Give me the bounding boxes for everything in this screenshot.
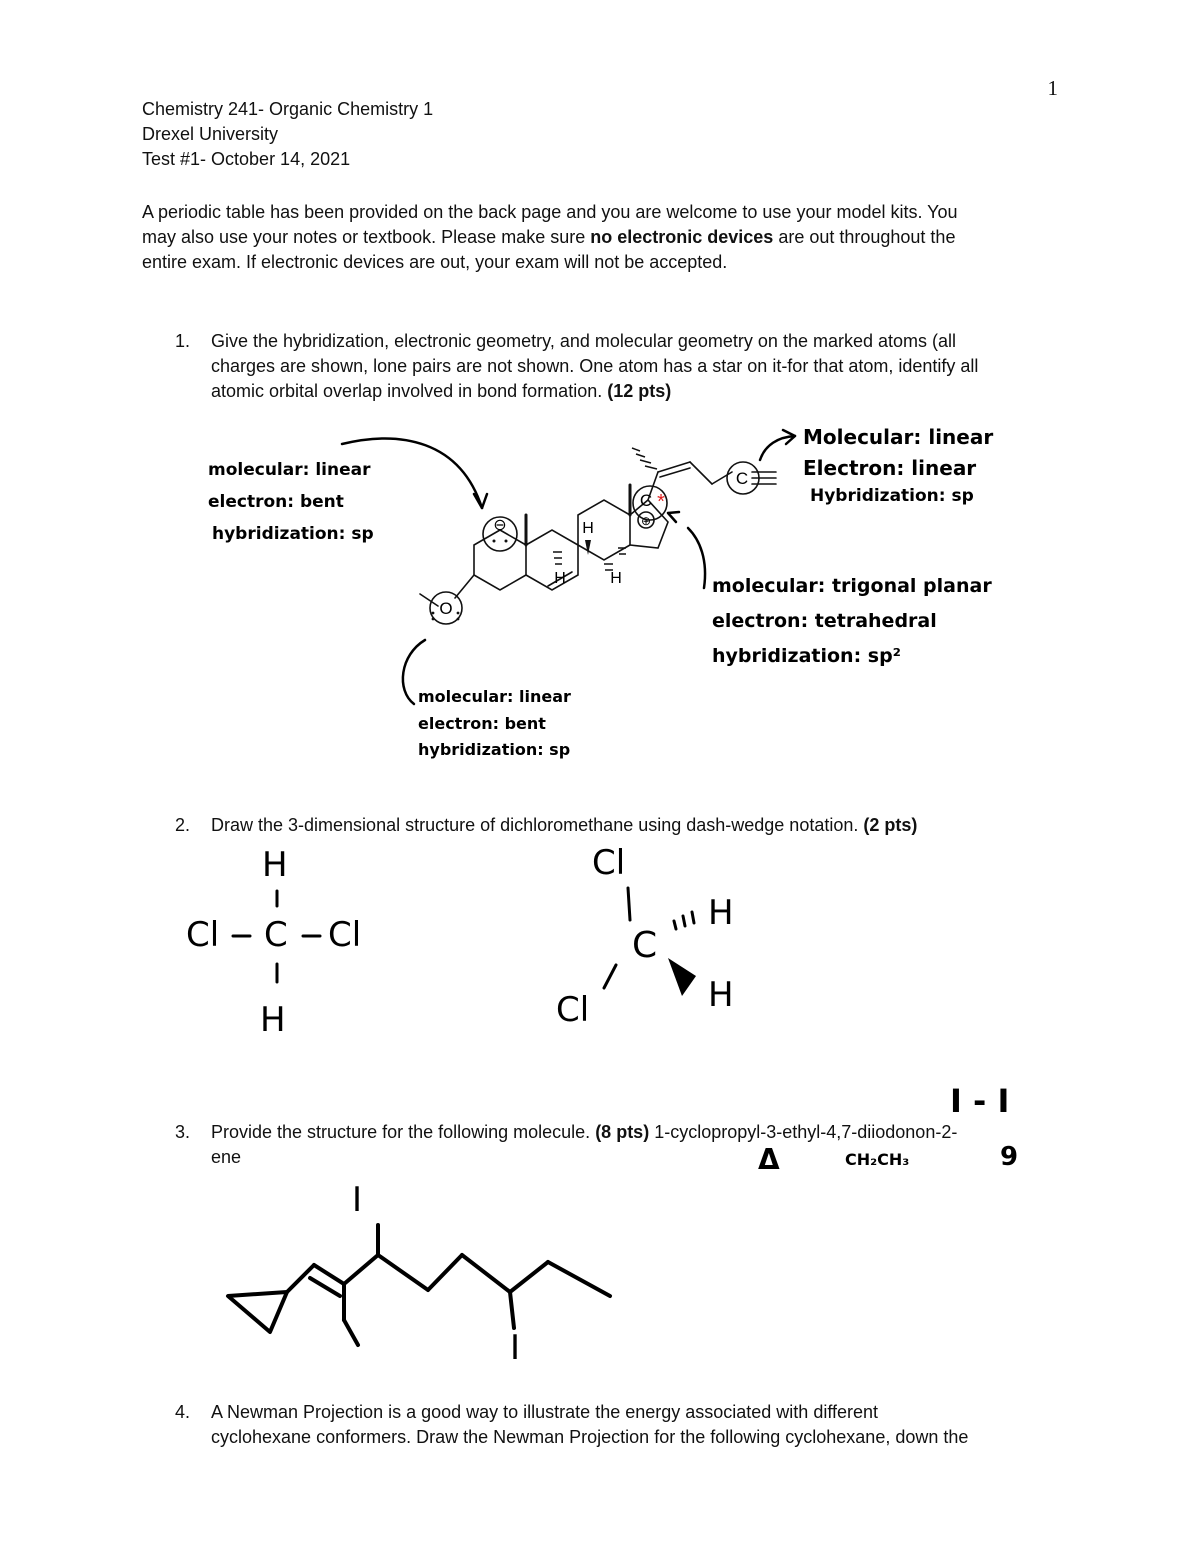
lewis-cl-left: Cl <box>186 915 220 955</box>
q4-number: 4. <box>175 1402 191 1422</box>
wedge-cl-top: Cl <box>592 843 626 883</box>
page-number: 1 <box>1047 76 1058 100</box>
instructions-text: are out throughout the <box>773 227 956 247</box>
test-date: Test #1- October 14, 2021 <box>142 149 351 169</box>
q1-number: 1. <box>175 331 191 351</box>
note-bottom-3: hybridization: sp <box>418 740 571 759</box>
q4-line-2: cyclohexane conformers. Draw the Newman Projection for the following cyclohexane, down the <box>211 1427 969 1447</box>
q2-points: (2 pts) <box>863 815 918 835</box>
note-left-2: electron: bent <box>208 492 344 512</box>
note-bottom-1: molecular: linear <box>418 687 571 706</box>
note-top-right-3: Hybridization: sp <box>810 486 974 506</box>
q1-points: (12 pts) <box>607 381 672 401</box>
q3-name-line-2: ene <box>211 1147 242 1167</box>
star-marker: * <box>657 491 665 513</box>
carbanion-charge: ⊖ <box>493 517 507 534</box>
q3-points: (8 pts) <box>595 1122 650 1142</box>
note-left-3: hybridization: sp <box>212 524 374 544</box>
q3-note-cyclo: Δ <box>758 1143 780 1176</box>
wedge-c: C <box>632 925 658 966</box>
lewis-h-top: H <box>262 845 288 885</box>
h-label-2: H <box>554 570 566 587</box>
instructions-text: may also use your notes or textbook. Please make sure <box>142 227 591 247</box>
wedge-h-dash: H <box>708 893 734 933</box>
q4-line-1: A Newman Projection is a good way to illustrate the energy associated with different <box>211 1402 879 1422</box>
instructions-bold: no electronic devices <box>590 227 774 247</box>
note-mid-right-2: electron: tetrahedral <box>712 610 937 632</box>
q1-line-2: charges are shown, lone pairs are not shown. One atom has a star on it-for that atom, identify all <box>211 356 979 376</box>
q3-molecule-name: 1-cyclopropyl-3-ethyl-4,7-diiodonon-2- <box>649 1122 958 1142</box>
q2-prompt: Draw the 3-dimensional structure of dichloromethane using dash-wedge notation. <box>211 815 864 835</box>
wedge-h-wedge: H <box>708 975 734 1015</box>
plus-charge: ⊕ <box>640 514 652 528</box>
note-top-right-2: Electron: linear <box>803 456 977 480</box>
q3-iodine-bottom: I <box>510 1328 521 1368</box>
lewis-c: C <box>264 915 288 955</box>
note-mid-right-1: molecular: trigonal planar <box>712 575 992 597</box>
h-label-1: H <box>582 520 594 537</box>
instructions-line-1: A periodic table has been provided on the back page and you are welcome to use your model kits. You <box>142 202 958 222</box>
note-top-right-1: Molecular: linear <box>803 425 994 449</box>
q3-note-nine: 9 <box>1000 1142 1019 1172</box>
q1-text: atomic orbital overlap involved in bond formation. <box>211 381 608 401</box>
university-name: Drexel University <box>142 124 279 144</box>
lewis-cl-right: Cl <box>328 915 362 955</box>
course-title: Chemistry 241- Organic Chemistry 1 <box>142 99 434 119</box>
alkyne-carbon: C <box>735 469 749 488</box>
q1-line-1: Give the hybridization, electronic geometry, and molecular geometry on the marked atoms (all <box>211 331 957 351</box>
q3-iodine-top: I <box>352 1180 363 1220</box>
carbocation-atom: C <box>639 491 653 510</box>
wedge-cl-left: Cl <box>556 990 590 1030</box>
note-left-1: molecular: linear <box>208 460 371 480</box>
q3-note-ethyl: CH₂CH₃ <box>845 1150 910 1169</box>
q3-note-iodine: I - I <box>950 1082 1010 1120</box>
q3-number: 3. <box>175 1122 191 1142</box>
lewis-h-bottom: H <box>260 1000 286 1040</box>
q3-prompt: Provide the structure for the following molecule. <box>211 1122 596 1142</box>
oxygen-atom: O <box>439 599 453 618</box>
q2-number: 2. <box>175 815 191 835</box>
h-label-3: H <box>610 570 622 587</box>
instructions-line-3: entire exam. If electronic devices are out, your exam will not be accepted. <box>142 252 728 272</box>
note-bottom-2: electron: bent <box>418 714 546 733</box>
note-mid-right-3: hybridization: sp² <box>712 645 902 667</box>
